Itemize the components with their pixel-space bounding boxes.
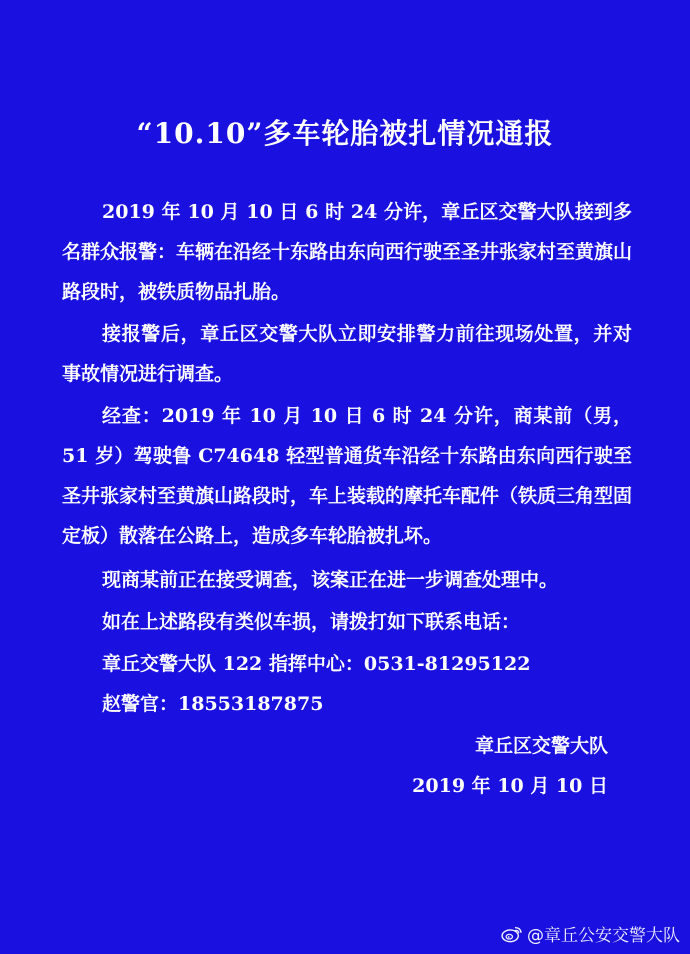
signature-unit: 章丘区交警大队 [474, 735, 608, 757]
paragraph-request: 如在上述路段有类似车损，请拨打如下联系电话： [102, 611, 521, 633]
contact-officer: 赵警官：18553187875 [102, 693, 324, 715]
paragraph-investigation: 经查：2019 年 10 月 10 日 6 时 24 分许，商某前（男，51 岁）驾驶鲁 C74648 轻型普通货车沿经十东路由东向西行驶至圣井张家村至黄旗山路段时，车上装载的摩托车配件（铁质三角型固定板）散落在公路上，造成多车轮胎被扎坏。 [62, 405, 633, 547]
paragraph-status: 现商某前正在接受调查，该案正在进一步调查处理中。 [102, 569, 559, 591]
weibo-icon [501, 925, 523, 943]
contact-command-center: 章丘交警大队 122 指挥中心：0531-81295122 [102, 653, 531, 675]
signature-date: 2019 年 10 月 10 日 [412, 775, 608, 797]
weibo-watermark [501, 921, 680, 946]
notice-title: “10.10”多车轮胎被扎情况通报 [136, 117, 554, 150]
paragraph-response: 接报警后，章丘区交警大队立即安排警力前往现场处置，并对事故情况进行调查。 [62, 323, 632, 385]
watermark-text: @章丘公安交警大队 [527, 926, 680, 946]
paragraph-report: 2019 年 10 月 10 日 6 时 24 分许，章丘区交警大队接到多名群众报警：车辆在沿经十东路由东向西行驶至圣井张家村至黄旗山路段时，被铁质物品扎胎。 [62, 201, 633, 303]
